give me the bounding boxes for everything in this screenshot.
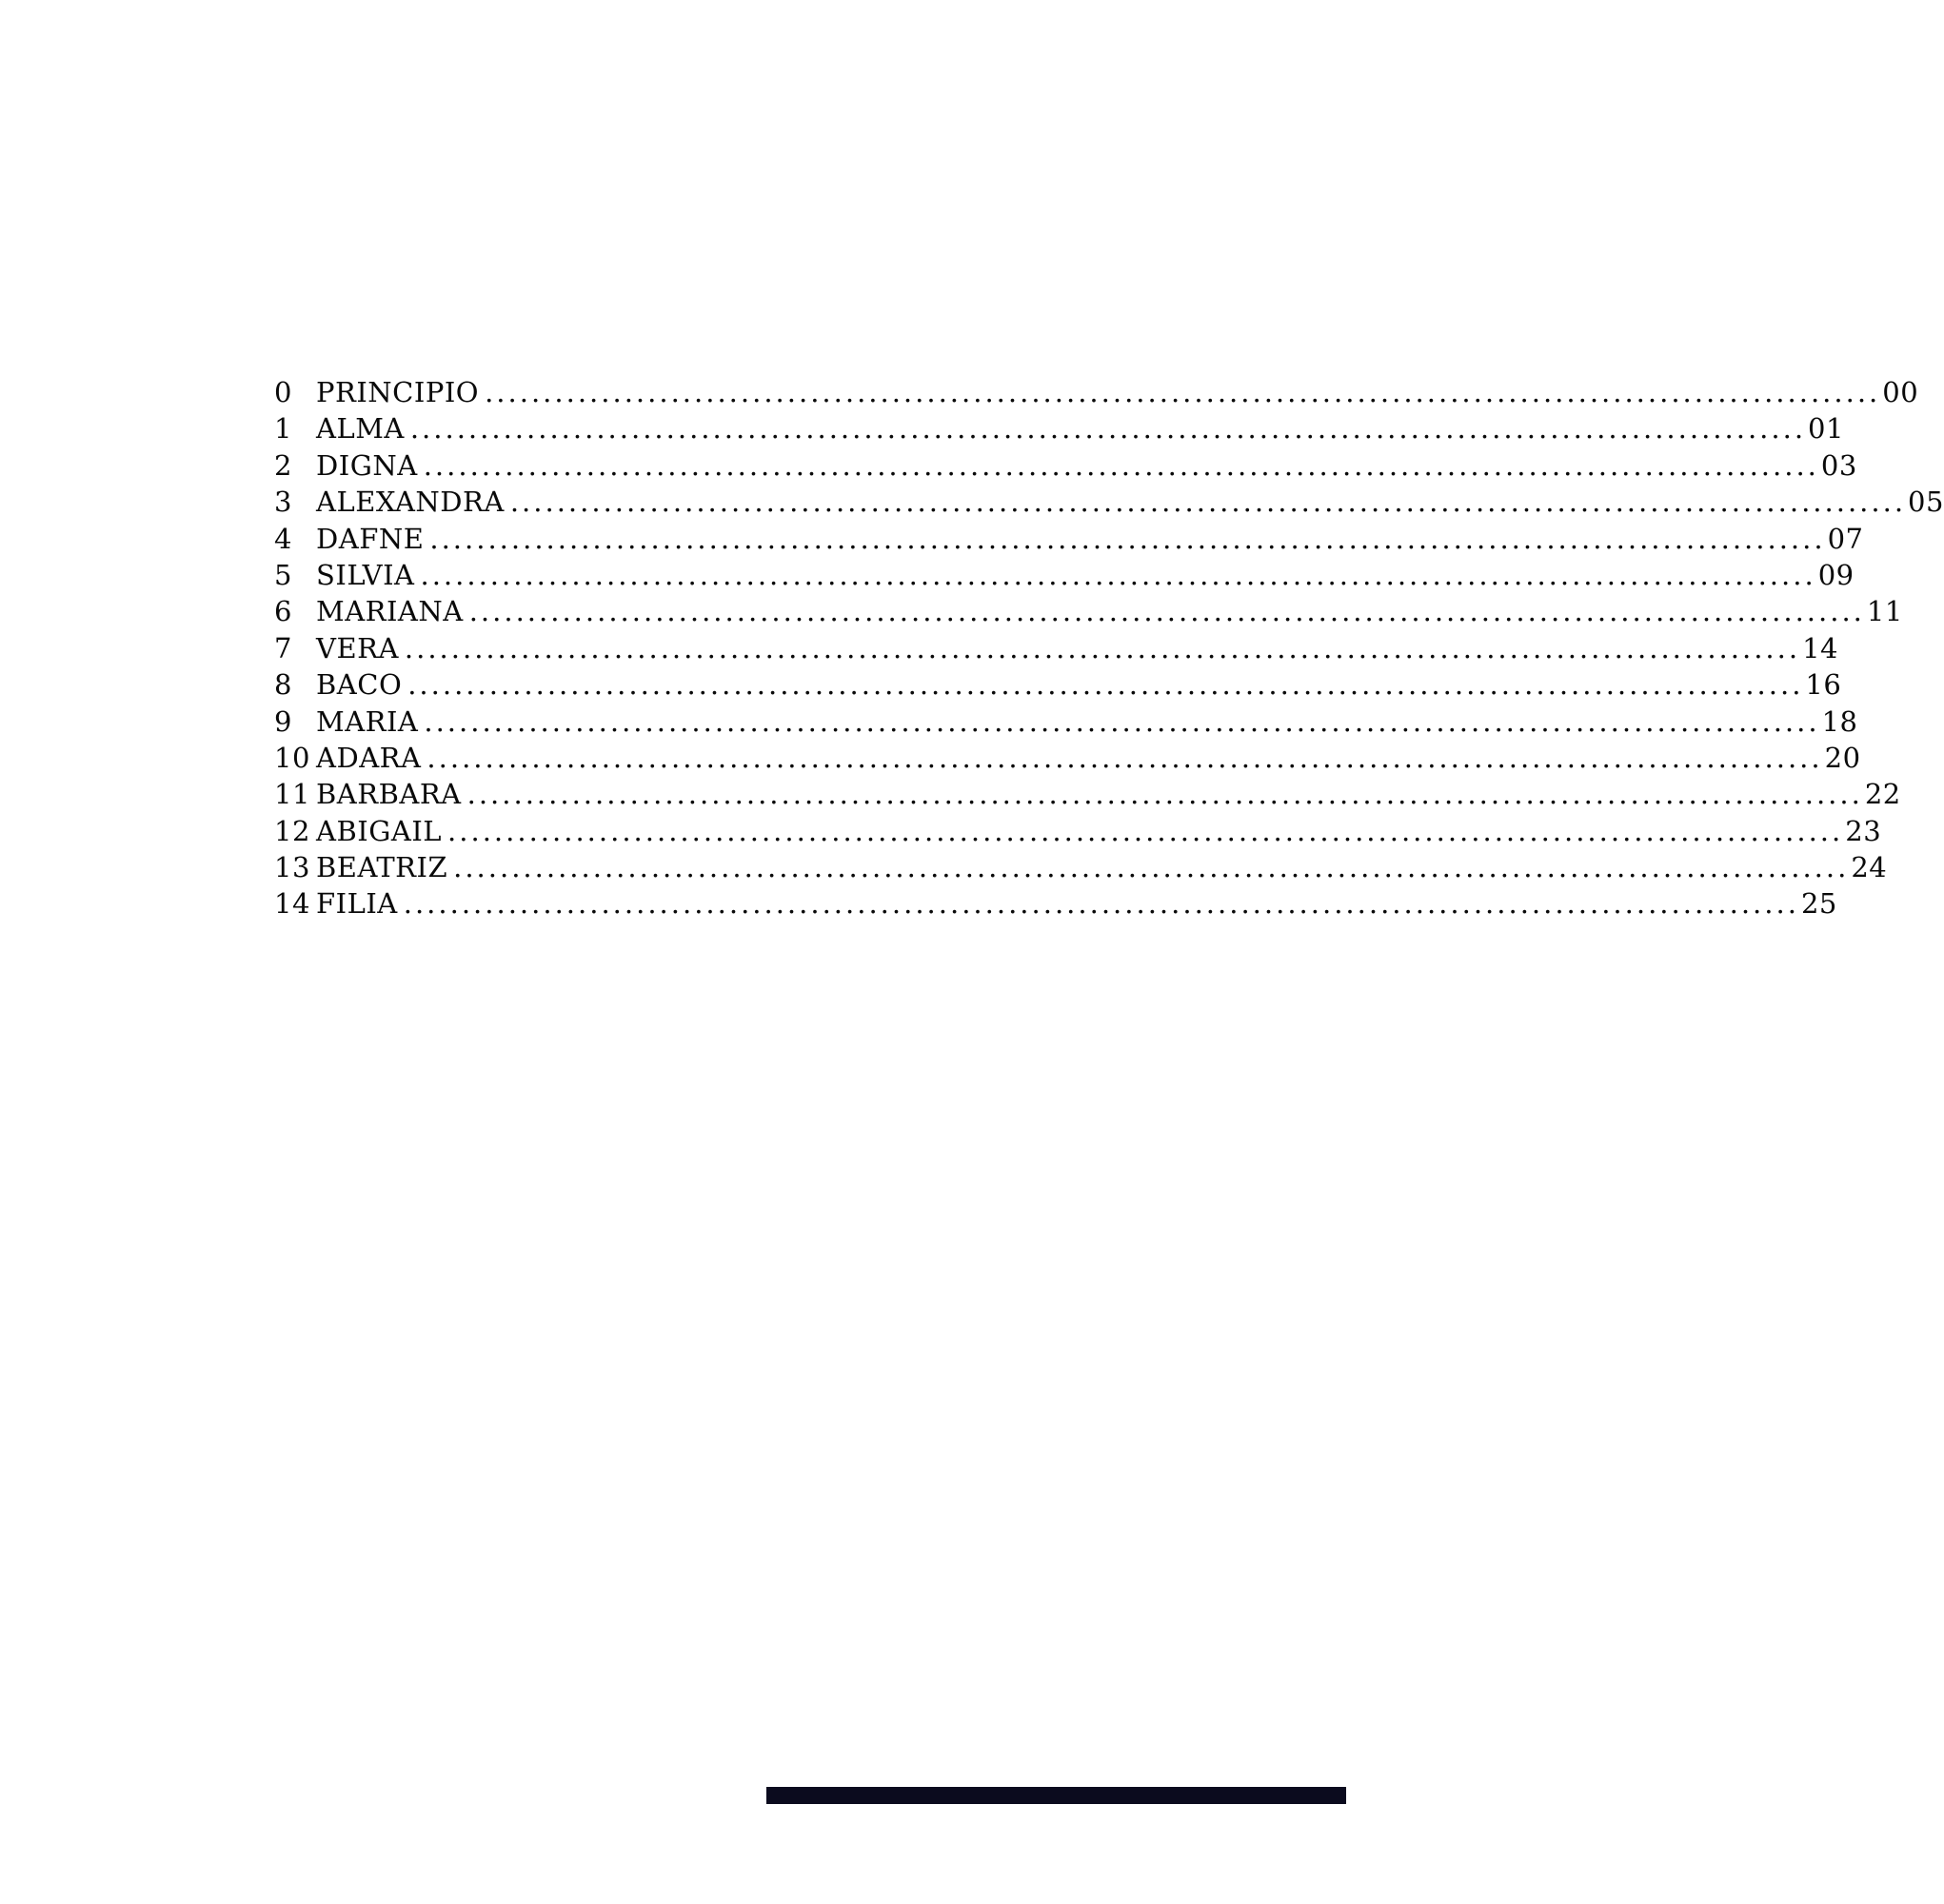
toc-entry-number: 11 bbox=[274, 778, 310, 811]
toc-dot-leader: ........................................................................................................................ bbox=[403, 887, 1799, 921]
toc-entry[interactable] bbox=[274, 410, 1844, 446]
toc-entry-number: 1 bbox=[274, 412, 292, 446]
toc-entry-page: 20 bbox=[1824, 741, 1861, 774]
toc-entry[interactable] bbox=[274, 849, 1888, 885]
toc-dot-leader: ........................................................................................................................ bbox=[466, 778, 1863, 811]
toc-entry-title: FILIA bbox=[316, 887, 398, 921]
toc-entry-title: BARBARA bbox=[316, 778, 462, 811]
toc-entry-title: ADARA bbox=[316, 741, 422, 774]
toc-entry[interactable] bbox=[274, 484, 1944, 520]
toc-entry-page: 09 bbox=[1817, 558, 1855, 591]
toc-dot-leader: ........................................................................................................................ bbox=[423, 448, 1819, 482]
toc-entry[interactable] bbox=[274, 521, 1864, 557]
toc-entry[interactable] bbox=[274, 813, 1882, 849]
toc-entry[interactable] bbox=[274, 885, 1837, 922]
toc-entry[interactable] bbox=[274, 666, 1842, 703]
toc-entry-number: 0 bbox=[274, 376, 292, 408]
toc-entry[interactable] bbox=[274, 374, 1919, 410]
toc-entry-page: 00 bbox=[1882, 376, 1919, 408]
toc-entry-page: 07 bbox=[1827, 522, 1864, 555]
toc-entry-page: 01 bbox=[1808, 412, 1844, 446]
toc-entry-title: BEATRIZ bbox=[316, 851, 448, 884]
toc-dot-leader: ........................................................................................................................ bbox=[404, 631, 1801, 664]
toc-entry-number: 4 bbox=[274, 522, 292, 555]
toc-entry-page: 14 bbox=[1802, 631, 1838, 664]
toc-entry-number: 7 bbox=[274, 631, 292, 664]
toc-entry-title: BACO bbox=[316, 668, 403, 702]
toc-dot-leader: ........................................................................................................................ bbox=[424, 704, 1820, 738]
toc-entry[interactable] bbox=[274, 593, 1903, 629]
toc-entry-title: MARIANA bbox=[316, 595, 464, 628]
footer-rule bbox=[766, 1787, 1346, 1804]
toc-entry-number: 14 bbox=[274, 887, 310, 921]
toc-entry-page: 22 bbox=[1864, 778, 1901, 811]
toc-dot-leader: ........................................................................................................................ bbox=[447, 814, 1844, 847]
toc-entry-title: MARIA bbox=[316, 704, 419, 738]
toc-entry-title: PRINCIPIO bbox=[316, 376, 480, 408]
toc-dot-leader: ........................................................................................................................ bbox=[485, 376, 1881, 408]
toc-entry-title: VERA bbox=[316, 631, 399, 664]
toc-entry-number: 3 bbox=[274, 486, 292, 519]
toc-entry[interactable] bbox=[274, 740, 1861, 776]
toc-dot-leader: ........................................................................................................................ bbox=[468, 595, 1865, 628]
toc-entry[interactable] bbox=[274, 447, 1857, 484]
toc-entry-number: 12 bbox=[274, 814, 310, 847]
toc-entry-number: 9 bbox=[274, 704, 292, 738]
toc-entry[interactable] bbox=[274, 704, 1858, 740]
toc-entry-number: 6 bbox=[274, 595, 292, 628]
toc-entry[interactable] bbox=[274, 630, 1838, 666]
toc-entry-page: 03 bbox=[1820, 448, 1857, 482]
toc-entry-title: SILVIA bbox=[316, 558, 415, 591]
toc-entry-title: DAFNE bbox=[316, 522, 425, 555]
toc-entry-page: 18 bbox=[1821, 704, 1858, 738]
table-of-contents bbox=[274, 374, 1944, 922]
toc-dot-leader: ........................................................................................................................ bbox=[453, 851, 1850, 884]
toc-entry-page: 16 bbox=[1805, 668, 1842, 702]
toc-dot-leader: ........................................................................................................................ bbox=[429, 522, 1826, 555]
toc-entry-title: DIGNA bbox=[316, 448, 418, 482]
toc-entry-page: 24 bbox=[1851, 851, 1888, 884]
toc-dot-leader: ........................................................................................................................ bbox=[407, 668, 1804, 702]
toc-entry[interactable] bbox=[274, 557, 1855, 593]
toc-entry-title: ALEXANDRA bbox=[316, 486, 505, 519]
toc-entry[interactable] bbox=[274, 776, 1901, 812]
toc-entry-page: 25 bbox=[1800, 887, 1837, 921]
toc-entry-number: 5 bbox=[274, 558, 292, 591]
toc-entry-page: 11 bbox=[1866, 595, 1903, 628]
toc-entry-title: ABIGAIL bbox=[316, 814, 443, 847]
toc-entry-page: 05 bbox=[1908, 486, 1944, 519]
toc-entry-number: 2 bbox=[274, 448, 292, 482]
toc-entry-number: 10 bbox=[274, 741, 310, 774]
toc-entry-number: 13 bbox=[274, 851, 310, 884]
toc-dot-leader: ........................................................................................................................ bbox=[409, 412, 1807, 446]
toc-dot-leader: ........................................................................................................................ bbox=[426, 741, 1823, 774]
toc-entry-number: 8 bbox=[274, 668, 292, 702]
toc-dot-leader: ........................................................................................................................ bbox=[420, 558, 1816, 591]
toc-entry-title: ALMA bbox=[316, 412, 405, 446]
toc-dot-leader: ........................................................................................................................ bbox=[509, 486, 1907, 519]
toc-entry-page: 23 bbox=[1845, 814, 1882, 847]
